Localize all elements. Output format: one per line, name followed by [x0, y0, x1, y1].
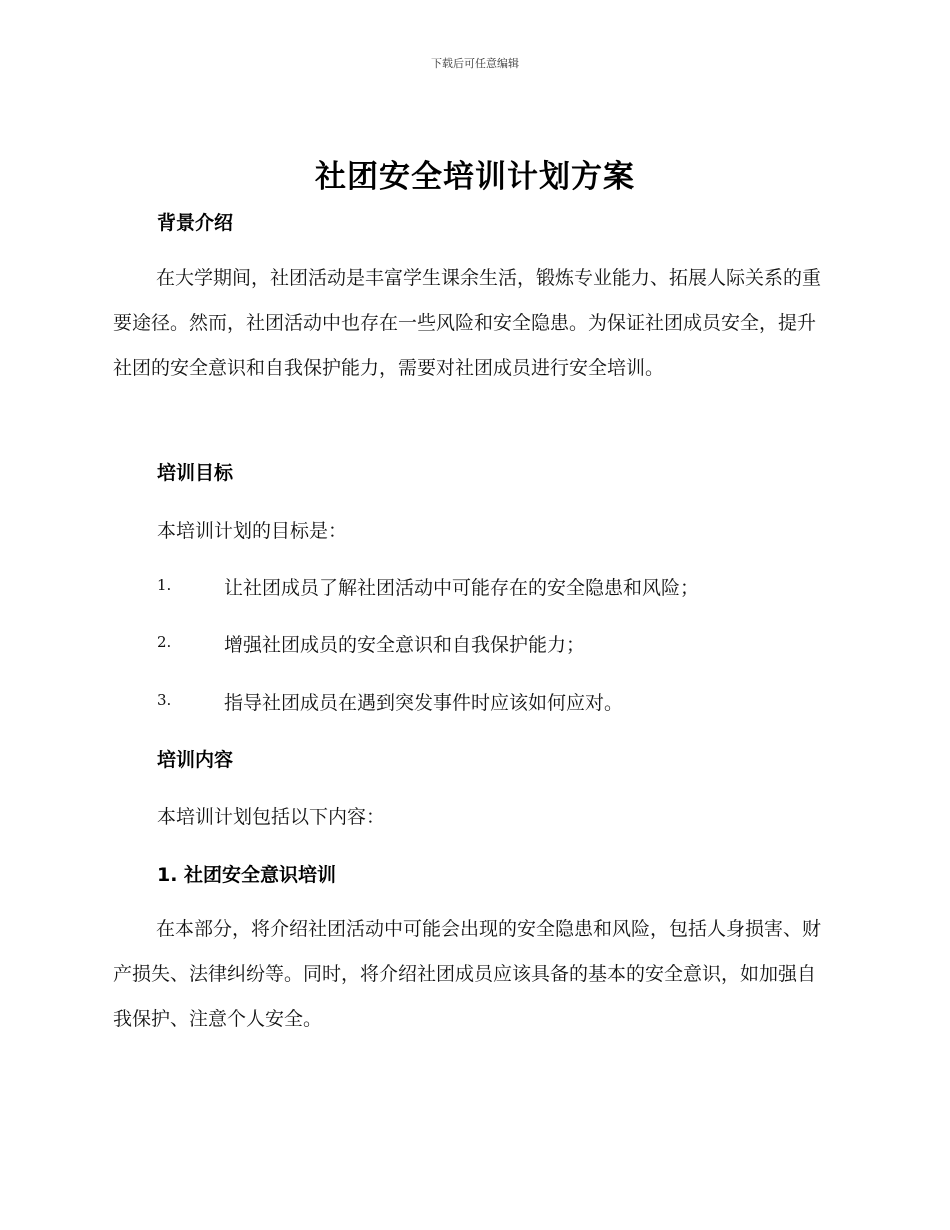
header-note: 下载后可任意编辑: [431, 57, 519, 70]
list-text: 指导社团成员在遇到突发事件时应该如何应对。: [224, 692, 624, 714]
goals-intro: 本培训计划的目标是：: [157, 520, 348, 542]
paragraph-sub1: 在本部分，将介绍社团活动中可能会出现的安全隐患和风险，包括人身损害、财产损失、法律纠纷等。同时，将介绍社团成员应该具备的基本的安全意识，如加强自我保护、注意个人安全。: [113, 918, 822, 1030]
list-number: 2.: [157, 633, 172, 651]
heading-content: 培训内容: [157, 749, 234, 771]
list-text: 让社团成员了解社团活动中可能存在的安全隐患和风险；: [224, 577, 700, 599]
heading-background: 背景介绍: [157, 212, 234, 234]
heading-sub1: 1. 社团安全意识培训: [157, 864, 337, 886]
list-number: 3.: [157, 691, 172, 709]
goal-list-item: [157, 688, 837, 718]
list-text: 增强社团成员的安全意识和自我保护能力；: [224, 634, 586, 656]
content-intro: 本培训计划包括以下内容：: [157, 806, 386, 828]
heading-goals: 培训目标: [157, 462, 234, 484]
paragraph-background: 在大学期间，社团活动是丰富学生课余生活，锻炼专业能力、拓展人际关系的重要途径。然而，社团活动中也存在一些风险和安全隐患。为保证社团成员安全，提升社团的安全意识和自我保护能力，需要对社团成员进行安全培训。: [113, 267, 822, 379]
goal-list-item: [157, 573, 837, 603]
list-number: 1.: [157, 576, 172, 594]
goal-list-item: [157, 630, 837, 660]
document-title: 社团安全培训计划方案: [315, 159, 635, 195]
